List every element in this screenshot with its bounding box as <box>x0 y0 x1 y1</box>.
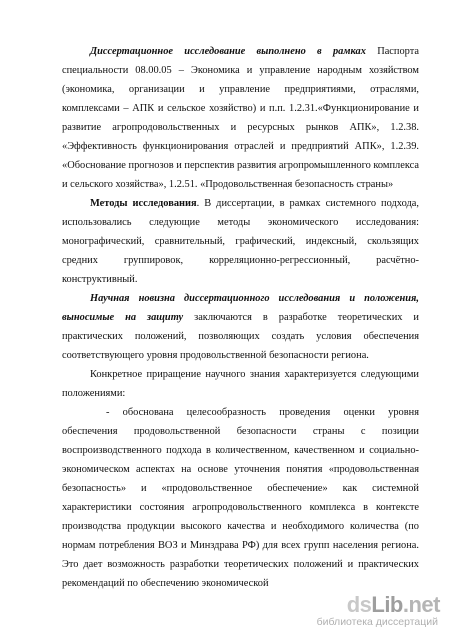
logo-net: .net <box>402 592 440 617</box>
dslib-logo <box>347 592 440 618</box>
paragraph-point-1 <box>62 403 419 593</box>
watermark-caption: библиотека диссертаций <box>316 616 438 628</box>
paragraph-text: Конкретное приращение научного знания характеризуется следующими положениями: <box>62 369 419 399</box>
logo-ds: ds <box>346 592 372 617</box>
paragraph-text: Паспорта специальности 08.00.05 – Экономика и управление народным хозяйством (экономика, организации и управление предприятиями, отраслями, комплексами – АПК и сельское хозяйство) и п.п. 1.2.31.«Функционирование и развитие агропродовольственных и ресурсных рынков АПК», 1.2.38. «Эффективность функционирования отраслей и предприятий АПК», 1.2.39. «Обоснование прогнозов и перспектив развития агропромышленного комплекса и сельского хозяйства», 1.2.51. «Продовольственная безопасность страны» <box>62 46 420 190</box>
paragraph-novelty <box>62 289 419 365</box>
paragraph-text: - обоснована целесообразность проведения оценки уровня обеспечения продовольственной безопасности страны с позиции воспроизводственного подхода в количественном, качественном и социально-экономическом аспектах на основе уточнения понятия «продовольственная безопасность» и «продовольственное обеспечение» как системной характеристики состояния агропродовольственного комплекса в контексте производства продукции высокого качества и необходимого количества (по нормам потребления ВОЗ и Минздрава РФ) для всех групп населения региона. Это дает возможность разработки теоретических положений и практических рекомендаций по обеспечению экономической <box>62 407 419 589</box>
paragraph-lead: Диссертационное исследование выполнено в рамках <box>90 46 366 57</box>
paragraph-text: . В диссертации, в рамках системного подхода, использовались следующие методы экономического исследования: монографический, сравнительный, графический, индексный, скользящих средних группировок, корреляционно-регрессионный, расчётно-конструктивный. <box>62 198 419 285</box>
paragraph-text: заключаются в разработке теоретических и практических положений, позволяющих создать условия обеспечения соответствующего уровня продовольственной безопасности региона. <box>62 312 419 361</box>
paragraph-lead: Методы исследования <box>90 198 197 209</box>
document-body <box>62 42 419 593</box>
paragraph-increment <box>62 365 419 403</box>
dslib-watermark <box>290 592 440 632</box>
paragraph-methods <box>62 194 419 289</box>
paragraph-passport <box>62 42 419 194</box>
paragraph-lead: Научная новизна диссертационного исследования и положения, выносимые на защиту <box>62 293 419 323</box>
logo-lib: Lib <box>371 592 403 617</box>
